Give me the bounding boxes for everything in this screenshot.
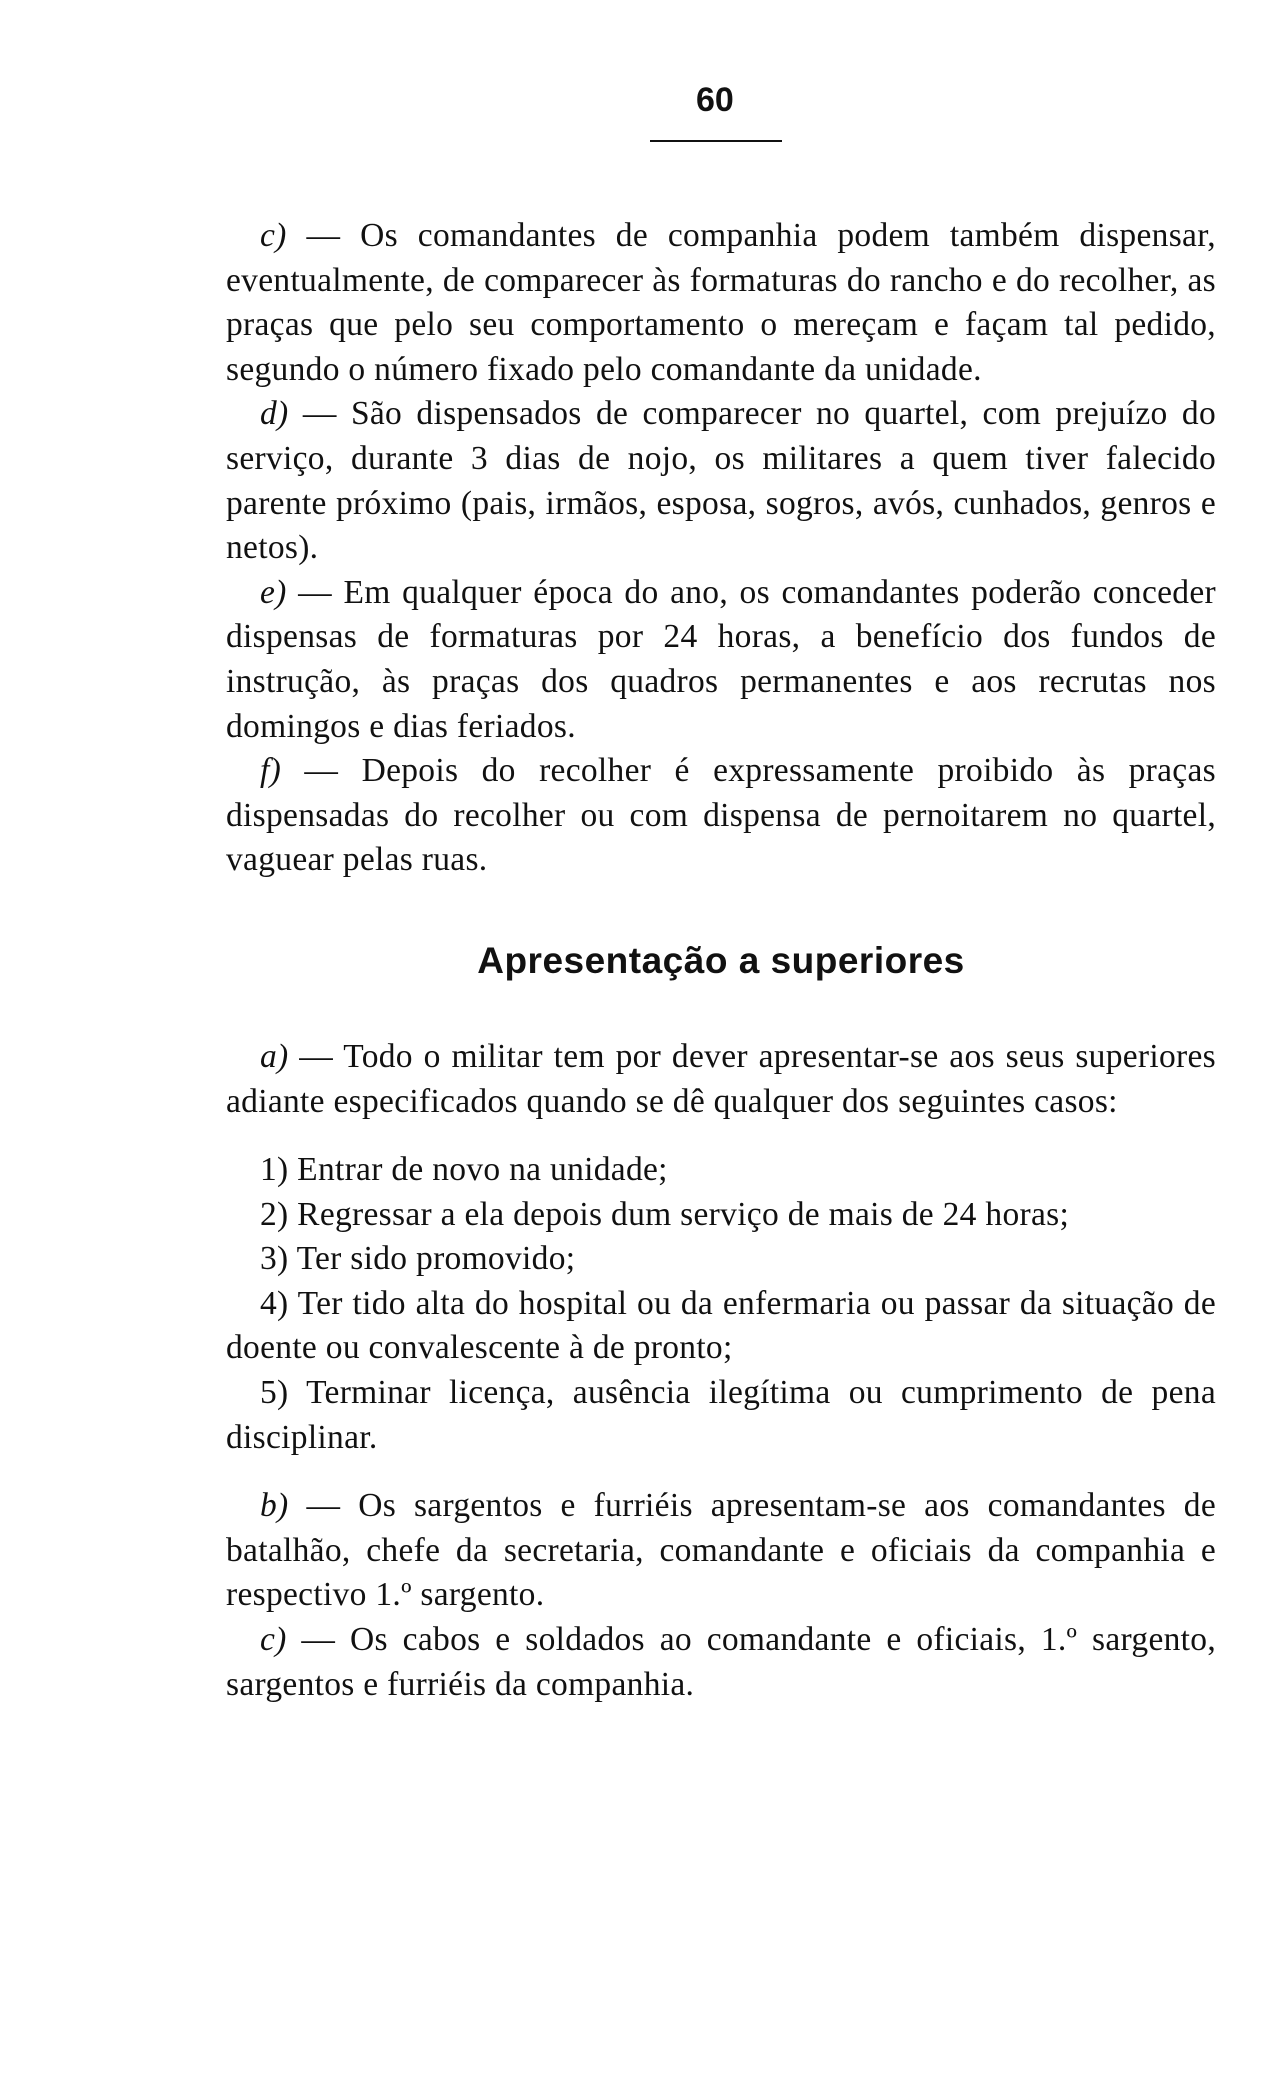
paragraph-f <box>226 749 1216 883</box>
paragraph-label: d) <box>260 395 289 433</box>
paragraph-a <box>226 1035 1216 1124</box>
paragraph-text: Em qualquer época do ano, os comandantes poderão conceder dispensas de formaturas por 24 horas, a benefício dos fundos de instrução, às praças dos quadros permanentes e aos recrutas nos domingos e dias feriados. <box>226 573 1216 745</box>
paragraph-dash: — <box>286 573 344 611</box>
paragraph-text: São dispensados de comparecer no quartel, com prejuízo do serviço, durante 3 dias de nojo, os militares a quem tiver falecido parente próximo (pais, irmãos, esposa, sogros, avós, cunhados, genros e netos). <box>226 395 1216 567</box>
paragraph-label: b) <box>260 1487 289 1525</box>
paragraph-label: a) <box>260 1037 289 1075</box>
paragraph-text: Os comandantes de companhia podem também dispensar, eventualmente, de comparecer às formaturas do rancho e do recolher, as praças que pelo seu comportamento o mereçam e façam tal pedido, segundo o número fixado pelo comandante da unidade. <box>226 217 1216 388</box>
document-page <box>226 80 1216 1707</box>
closing-section <box>226 1484 1216 1707</box>
page-number: 60 <box>696 81 734 119</box>
paragraph-text: Os sargentos e furriéis apresentam-se aos comandantes de batalhão, chefe da secretaria, comandante e oficiais da companhia e respectivo 1.º sargento. <box>226 1487 1216 1614</box>
paragraph-d <box>226 392 1216 570</box>
paragraph-dash: — <box>281 752 362 790</box>
list-item: 5) Terminar licença, ausência ilegítima ou cumprimento de pena disciplinar. <box>226 1374 1216 1456</box>
paragraph-text: Todo o militar tem por dever apresentar-se aos seus superiores adiante especificados quando se dê qualquer dos seguintes casos: <box>226 1037 1216 1120</box>
paragraph-label: c) <box>260 1621 287 1659</box>
paragraph-c <box>226 214 1216 392</box>
list-item: 4) Ter tido alta do hospital ou da enfermaria ou passar da situação de doente ou convalescente à de pronto; <box>226 1284 1216 1367</box>
paragraph-e <box>226 571 1216 749</box>
first-section <box>226 214 1216 883</box>
paragraph-label: f) <box>260 752 282 790</box>
paragraph-dash: — <box>288 395 351 433</box>
paragraph-dash: — <box>288 1487 359 1525</box>
paragraph-dash: — <box>288 1037 344 1075</box>
paragraph-dash: — <box>286 1621 351 1659</box>
list-item: 3) Ter sido promovido; <box>260 1240 576 1278</box>
section-heading: Apresentação a superiores <box>477 939 965 981</box>
header-rule <box>650 140 782 142</box>
paragraph-dash: — <box>286 217 361 254</box>
paragraph-text: Depois do recolher é expressamente proibido às praças dispensadas do recolher ou com dispensa de pernoitarem no quartel, vaguear pelas ruas. <box>226 752 1216 879</box>
list-item: 1) Entrar de novo na unidade; <box>260 1151 668 1189</box>
paragraph-label: e) <box>260 573 287 611</box>
cases-list <box>226 1148 1216 1460</box>
list-item: 2) Regressar a ela depois dum serviço de mais de 24 horas; <box>260 1195 1070 1233</box>
paragraph-c-final <box>226 1618 1216 1707</box>
paragraph-b <box>226 1484 1216 1618</box>
paragraph-text: Os cabos e soldados ao comandante e oficiais, 1.º sargento, sargentos e furriéis da companhia. <box>226 1621 1216 1703</box>
paragraph-label: c) <box>260 217 287 254</box>
